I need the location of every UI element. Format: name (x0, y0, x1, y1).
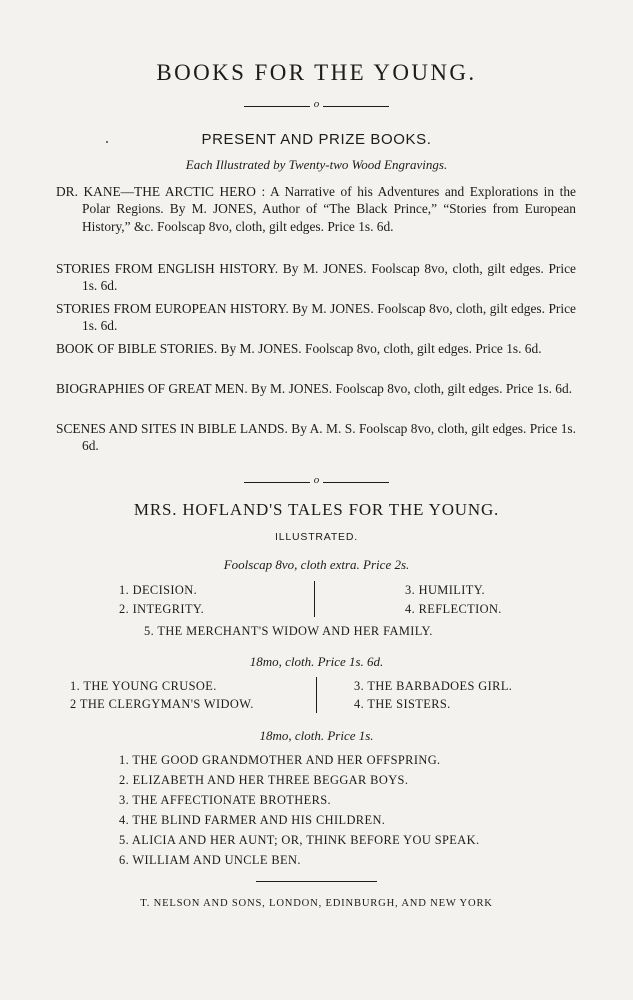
section-heading-prize-books: PRESENT AND PRIZE BOOKS. (201, 131, 432, 148)
ornamental-divider (244, 100, 389, 114)
book-entry: BIOGRAPHIES OF GREAT MEN. By M. JONES. Foolscap 8vo, cloth, gilt edges. Price 1s. 6d. (56, 381, 573, 396)
list-item: 3. THE AFFECTIONATE BROTHERS. (119, 793, 332, 807)
list-item: 5. ALICIA AND HER AUNT; OR, THINK BEFORE YOU SPEAK. (119, 833, 480, 847)
price-line: 18mo, cloth. Price 1s. (259, 728, 374, 743)
list-item: 3. HUMILITY. (405, 583, 485, 597)
page-title: BOOKS FOR THE YOUNG. (156, 60, 477, 85)
divider-mark: o (313, 474, 320, 486)
column-separator (314, 581, 315, 617)
book-entry: BOOK OF BIBLE STORIES. By M. JONES. Foolscap 8vo, cloth, gilt edges. Price 1s. 6d. (56, 341, 542, 356)
section-heading-hofland: MRS. HOFLAND'S TALES FOR THE YOUNG. (133, 500, 500, 519)
list-item: 3. THE BARBADOES GIRL. (354, 679, 513, 693)
list-item: 4. THE BLIND FARMER AND HIS CHILDREN. (119, 813, 386, 827)
footer-rule (256, 881, 377, 882)
divider-mark: o (313, 98, 320, 110)
price-line: Foolscap 8vo, cloth extra. Price 2s. (223, 557, 410, 572)
price-line: 18mo, cloth. Price 1s. 6d. (249, 654, 384, 669)
book-entry: STORIES FROM EUROPEAN HISTORY. By M. JONES. Foolscap 8vo, cloth, gilt edges. Price 1s. 6d. (56, 301, 576, 334)
list-item: 4. THE SISTERS. (354, 697, 451, 711)
book-entry: DR. KANE—THE ARCTIC HERO : A Narrative of his Adventures and Explorations in the Polar Regions. By M. JONES, Author of “The Black Prince,” “Stories from European History,” &c. Foolscap 8vo, cloth, gilt edges. Price 1s. 6d. (56, 184, 576, 234)
section-subheading-prize-books: Each Illustrated by Twenty-two Wood Engravings. (185, 157, 448, 172)
list-item: 1. THE YOUNG CRUSOE. (70, 679, 217, 693)
list-item: 1. THE GOOD GRANDMOTHER AND HER OFFSPRING. (119, 753, 441, 767)
list-item: 2. ELIZABETH AND HER THREE BEGGAR BOYS. (119, 773, 409, 787)
column-separator (316, 677, 317, 713)
book-entry: SCENES AND SITES IN BIBLE LANDS. By A. M. S. Foolscap 8vo, cloth, gilt edges. Price 1s. 6d. (56, 421, 576, 454)
illustrated-label: ILLUSTRATED. (275, 531, 358, 543)
list-item: 5. THE MERCHANT'S WIDOW AND HER FAMILY. (144, 624, 433, 638)
list-item: 2 THE CLERGYMAN'S WIDOW. (70, 697, 254, 711)
list-item: 2. INTEGRITY. (119, 602, 205, 616)
list-item: 6. WILLIAM AND UNCLE BEN. (119, 853, 301, 867)
publisher-imprint: T. NELSON AND SONS, LONDON, EDINBURGH, AND NEW YORK (140, 898, 493, 909)
book-entry: STORIES FROM ENGLISH HISTORY. By M. JONES. Foolscap 8vo, cloth, gilt edges. Price 1s. 6d. (56, 261, 576, 294)
ornamental-divider (244, 476, 389, 490)
list-item: 4. REFLECTION. (405, 602, 502, 616)
list-item: 1. DECISION. (119, 583, 198, 597)
